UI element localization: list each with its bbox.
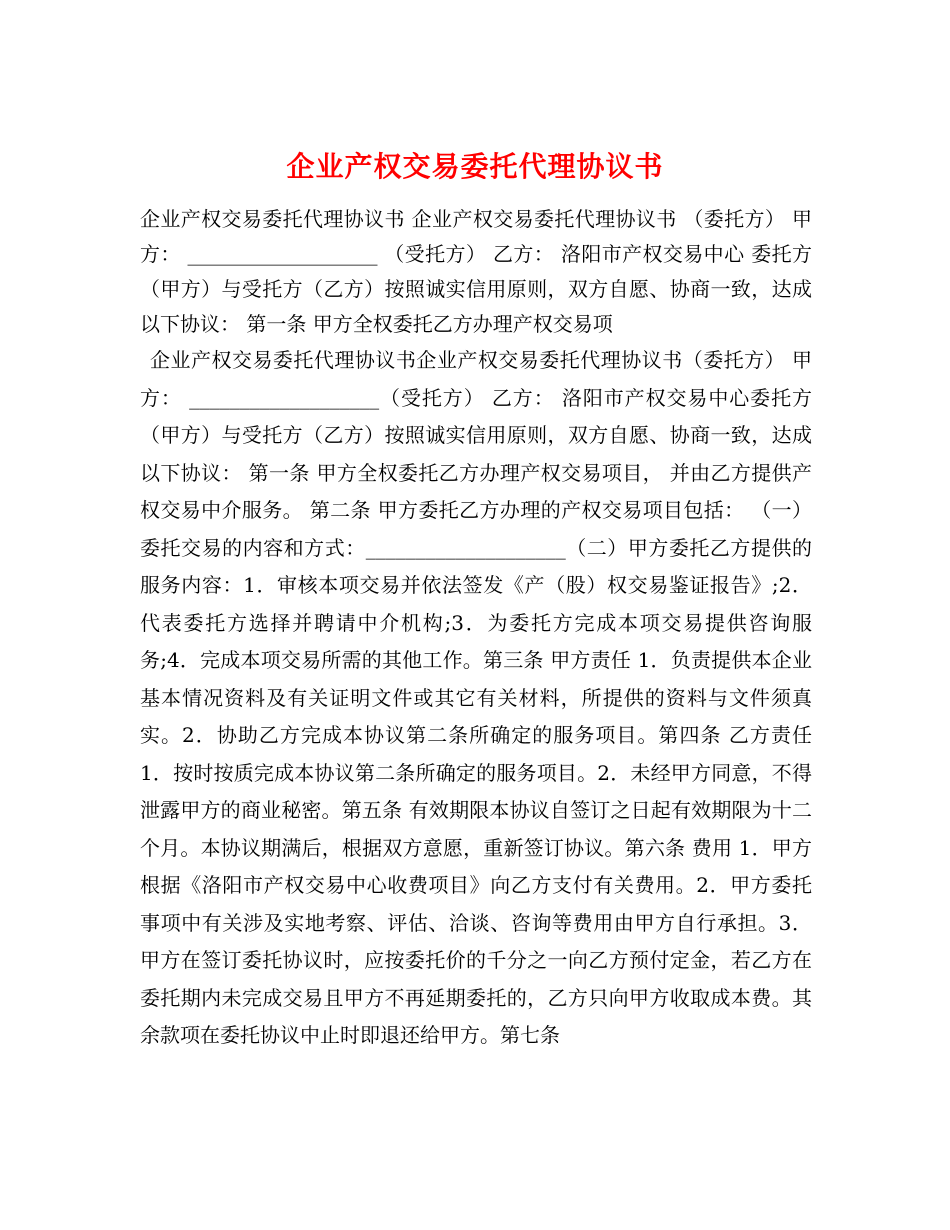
paragraph-summary: 企业产权交易委托代理协议书 企业产权交易委托代理协议书 （委托方） 甲方： ___________________ （受托方） 乙方： 洛阳市产权交易中心 委托方（甲方）与受托方（乙方）按照诚实信用原则，双方自愿、协商一致，达成以下协议： 第一条 甲方全权委托乙方办理产权交易项 <box>140 207 812 336</box>
document-title: 企业产权交易委托代理协议书 <box>286 149 664 183</box>
document-body <box>140 202 812 1055</box>
paragraph-agreement-text: 企业产权交易委托代理协议书企业产权交易委托代理协议书（委托方） 甲方： ___________________（受托方） 乙方： 洛阳市产权交易中心委托方（甲方）与受托方（乙方）按照诚实信用原则，双方自愿、协商一致，达成以下协议： 第一条 甲方全权委托乙方办理产权交易项目， 并由乙方提供产权交易中介服务。 第二条 甲方委托乙方办理的产权交易项目包括： （一）委托交易的内容和方式：____________________（二）甲方委托乙方提供的服务内容：1．审核本项交易并依法签发《产（股）权交易鉴证报告》;2．代表委托方选择并聘请中介机构;3．为委托方完成本项交易提供咨询服务;4．完成本项交易所需的其他工作。第三条 甲方责任 1．负责提供本企业基本情况资料及有关证明文件或其它有关材料，所提供的资料与文件须真实。2．协助乙方完成本协议第二条所确定的服务项目。第四条 乙方责任 1．按时按质完成本协议第二条所确定的服务项目。2．未经甲方同意，不得泄露甲方的商业秘密。第五条 有效期限本协议自签订之日起有效期限为十二个月。本协议期满后，根据双方意愿，重新签订协议。第六条 费用 1．甲方根据《洛阳市产权交易中心收费项目》向乙方支付有关费用。2．甲方委托事项中有关涉及实地考察、评估、洽谈、咨询等费用由甲方自行承担。3．甲方在签订委托协议时，应按委托价的千分之一向乙方预付定金，若乙方在委托期内未完成交易且甲方不再延期委托的，乙方只向甲方收取成本费。其余款项在委托协议中止时即退还给甲方。第七条 <box>140 348 812 1047</box>
